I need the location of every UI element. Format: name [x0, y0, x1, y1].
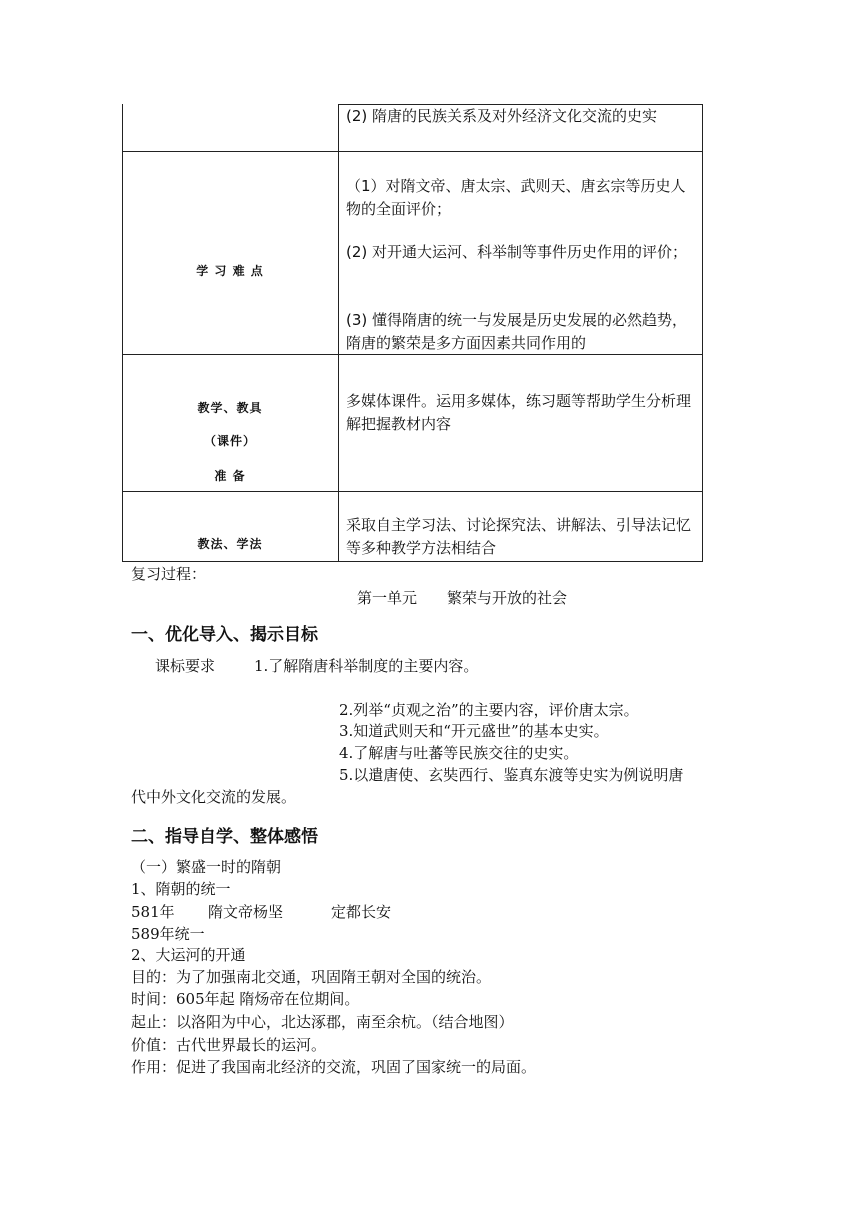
curriculum-requirement-label: 课标要求 [155, 657, 216, 675]
item-title: 1、隋朝的统一 [131, 880, 231, 898]
lesson-plan-table [122, 104, 703, 562]
table-cell-key-points-2: (2) 隋唐的民族关系及对外经济文化交流的史实 [346, 107, 658, 125]
table-column-divider [338, 104, 339, 562]
table-label-methods: 教法、学法 [197, 537, 263, 551]
requirement-item: 2.列举“贞观之治”的主要内容，评价唐太宗。 [339, 701, 639, 719]
subsection-title: （一）繁盛一时的隋朝 [131, 858, 282, 876]
requirement-item: 5.以遣唐使、玄奘西行、鉴真东渡等史实为例说明唐 [339, 766, 684, 784]
table-cell-difficulty-3: (3) 懂得隋唐的统一与发展是历史发展的必然趋势，隋唐的繁荣是多方面因素共同作用的 [346, 311, 688, 352]
table-label-teaching-tools-3: 准 备 [214, 469, 246, 483]
emperor-name: 隋文帝杨坚 [208, 903, 284, 921]
table-cell-difficulty-1: （1）对隋文帝、唐太宗、武则天、唐玄宗等历史人物的全面评价； [346, 177, 686, 218]
requirement-item: 4.了解唐与吐蕃等民族交往的史实。 [339, 744, 579, 762]
table-row-divider [122, 151, 703, 152]
capital-text: 定都长安 [331, 903, 392, 921]
review-process-label: 复习过程： [131, 565, 207, 583]
section-heading-2: 二、指导自学、整体感悟 [131, 827, 318, 847]
requirement-item: 3.知道武则天和“开元盛世”的基本史实。 [339, 722, 609, 740]
canal-purpose: 目的：为了加强南北交通，巩固隋王朝对全国的统治。 [131, 968, 492, 986]
table-label-difficulties: 学 习 难 点 [196, 264, 264, 278]
canal-range: 起止：以洛阳为中心，北达涿郡，南至余杭。（结合地图） [131, 1013, 514, 1031]
requirement-item-continued: 代中外文化交流的发展。 [131, 788, 297, 806]
table-cell-methods: 采取自主学习法、讨论探究法、讲解法、引导法记忆等多种教学方法相结合 [346, 516, 692, 557]
item-title: 2、大运河的开通 [131, 946, 246, 964]
unit-title: 第一单元 繁荣与开放的社会 [357, 589, 568, 607]
canal-value: 价值：古代世界最长的运河。 [131, 1036, 327, 1054]
table-label-teaching-tools-2: （课件） [203, 434, 256, 448]
year-581: 581年 [131, 903, 175, 921]
table-border-bottom [122, 561, 703, 562]
table-cell-teaching-tools: 多媒体课件。运用多媒体，练习题等帮助学生分析理解把握教材内容 [346, 392, 692, 433]
table-row-divider [122, 491, 703, 492]
canal-effect: 作用：促进了我国南北经济的交流，巩固了国家统一的局面。 [131, 1058, 537, 1076]
canal-time: 时间：605年起 隋炀帝在位期间。 [131, 990, 360, 1008]
table-cell-difficulty-2: (2) 对开通大运河、科举制等事件历史作用的评价； [346, 243, 688, 261]
table-label-teaching-tools-1: 教学、教具 [197, 401, 263, 415]
year-589: 589年统一 [131, 925, 205, 943]
requirement-item: 1.了解隋唐科举制度的主要内容。 [254, 657, 479, 675]
table-border-left [122, 104, 123, 562]
table-border-right [702, 104, 703, 562]
section-heading-1: 一、优化导入、揭示目标 [131, 625, 318, 645]
